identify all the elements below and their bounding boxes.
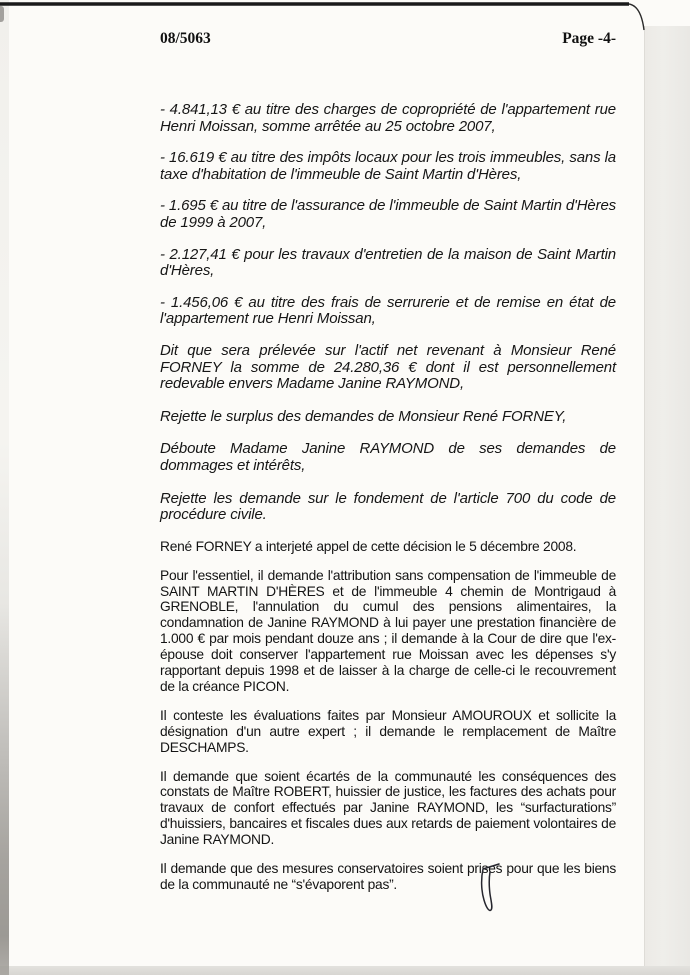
scan-top-edge-line [0,0,690,34]
appeal-paragraph: Il demande que soient écartés de la communauté les conséquences des constats de Maître ROBERT, huissier de justice, les factures des achats pour travaux de confort effectués par Janine RAYMOND, les “surfacturations” d'huissiers, bancaires et fiscales dues aux retards de paiement volontaires de Janine RAYMOND. [160,768,616,848]
ruling-item: Dit que sera prélevée sur l'actif net revenant à Monsieur René FORNEY la somme de 24.280,36 € dont il est personnellement redevable envers Madame Janine RAYMOND, [160,341,616,393]
scan-left-shadow [0,0,9,975]
pen-mark [468,854,512,920]
ruling-item: - 2.127,41 € pour les travaux d'entretien de la maison de Saint Martin d'Hères, [160,245,616,280]
page-number-label: Page -4- [562,30,616,47]
ruling-item: - 4.841,13 € au titre des charges de copropriété de l'appartement rue Henri Moissan, somme arrêtée au 25 octobre 2007, [160,101,616,135]
ruling-item: Déboute Madame Janine RAYMOND de ses demandes de dommages et intérêts, [160,440,616,474]
document-body [160,102,616,906]
appeal-paragraph: Il conteste les évaluations faites par Monsieur AMOUROUX et sollicite la désignation d'un autre expert ; il demande le remplacement de Maître DESCHAMPS. [160,707,616,755]
page-header [160,30,616,48]
ruling-item: - 16.619 € au titre des impôts locaux pour les trois immeubles, sans la taxe d'habitation de l'immeuble de Saint Martin d'Hères, [160,149,616,183]
appeal-paragraph: Pour l'essentiel, il demande l'attribution sans compensation de l'immeuble de SAINT MARTIN D'HÈRES et de l'immeuble 4 chemin de Montrigaud à GRENOBLE, l'annulation du cumul des pensions alimentaires, la condamnation de Janine RAYMOND à lui payer une prestation financière de 1.000 € par mois pendant douze ans ; il demande à la Cour de dire que l'ex-épouse doit conserver l'appartement rue Moissan avec les dépenses s'y rapportant depuis 1998 et de laisser à la charge de celle-ci le recouvrement de la créance PICON. [160,567,616,694]
appeal-paragraph: Il demande que des mesures conservatoires soient prises pour que les biens de la communauté ne “s'évaporent pas”. [160,861,616,892]
ruling-item: - 1.456,06 € au titre des frais de serrurerie et de remise en état de l'appartement rue Henri Moissan, [160,293,616,328]
ruling-item: Rejette les demande sur le fondement de l'article 700 du code de procédure civile. [160,489,616,524]
scan-bottom-shadow [0,966,690,975]
appeal-intro: René FORNEY a interjeté appel de cette décision le 5 décembre 2008. [160,538,577,554]
case-number: 08/5063 [160,30,211,47]
ruling-item: - 1.695 € au titre de l'assurance de l'immeuble de Saint Martin d'Hères de 1999 à 2007, [160,197,616,231]
scan-right-edge [644,26,690,975]
appeal-section [160,539,616,893]
ruling-item: Rejette le surplus des demandes de Monsieur René FORNEY, [160,407,567,425]
judgment-ruling-section [160,102,616,524]
